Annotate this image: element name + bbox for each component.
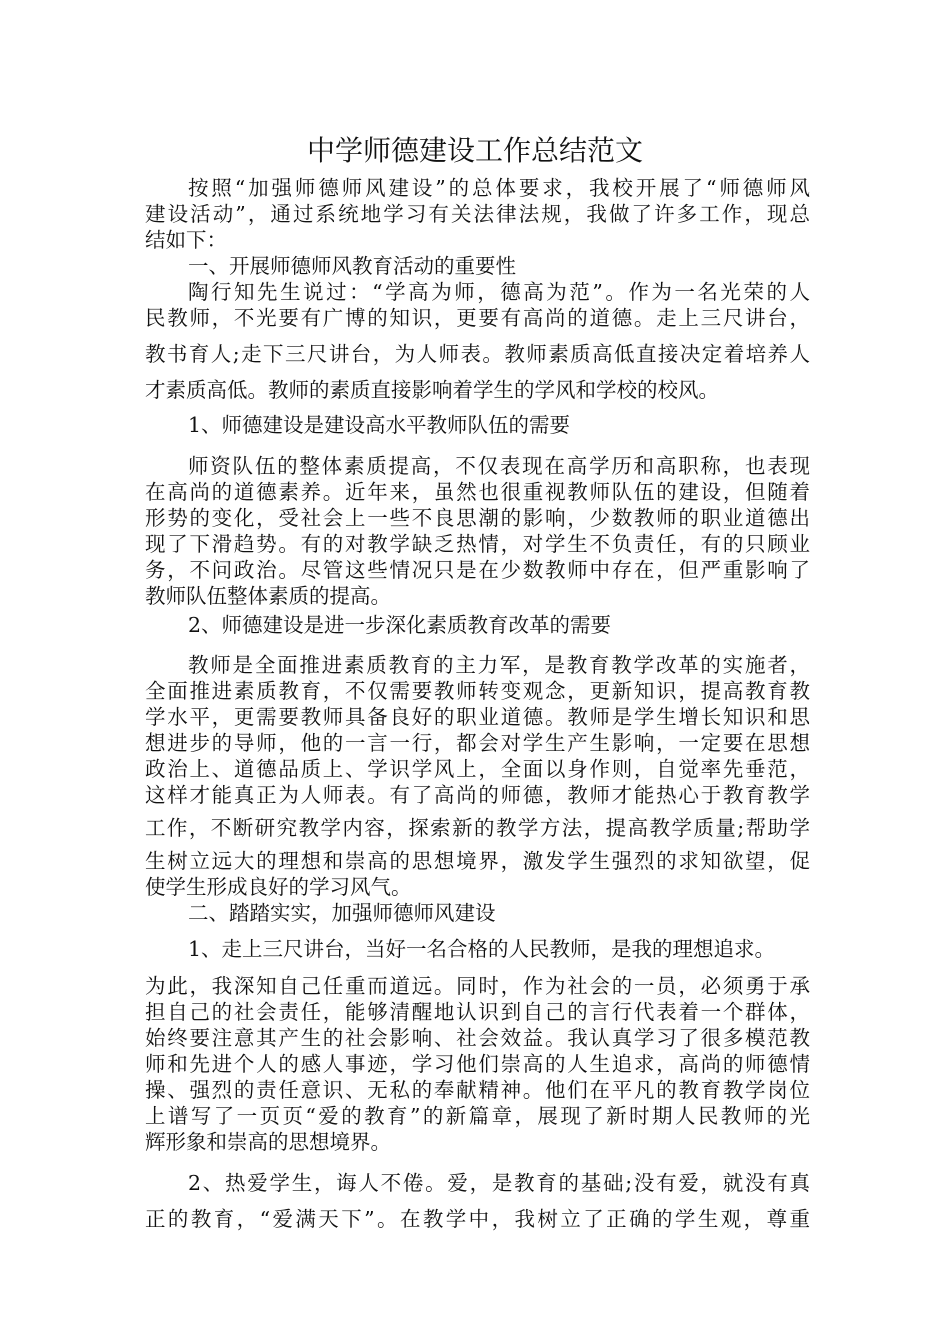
paragraph-line: 1、走上三尺讲台，当好一名合格的人民教师，是我的理想追求。	[188, 937, 776, 961]
paragraph-line: 正的教育，“爱满天下”。在教学中，我树立了正确的学生观，尊重	[145, 1207, 810, 1231]
paragraph-line: 生树立远大的理想和崇高的思想境界，激发学生强烈的求知欲望，促	[145, 849, 810, 873]
paragraph-line: 工作，不断研究教学内容，探索新的教学方法，提高教学质量;帮助学	[145, 816, 810, 840]
paragraph-line: 结如下：	[145, 228, 227, 252]
paragraph-line: 操、强烈的责任意识、无私的奉献精神。他们在平凡的教育教学岗位	[145, 1078, 810, 1102]
paragraph-line: 师资队伍的整体素质提高，不仅表现在高学历和高职称，也表现	[188, 454, 810, 478]
paragraph-line: 上谱写了一页页“爱的教育”的新篇章，展现了新时期人民教师的光	[145, 1104, 810, 1128]
document-title: 中学师德建设工作总结范文	[306, 134, 643, 167]
paragraph-line: 辉形象和崇高的思想境界。	[145, 1130, 391, 1154]
paragraph-line: 担自己的社会责任，能够清醒地认识到自己的言行代表着一个群体，	[145, 1000, 810, 1024]
paragraph-line: 教书育人;走下三尺讲台，为人师表。教师素质高低直接决定着培养人	[145, 342, 810, 366]
paragraph-line: 现了下滑趋势。有的对教学缺乏热情，对学生不负责任，有的只顾业	[145, 532, 810, 556]
paragraph-line: 师和先进个人的感人事迹，学习他们崇高的人生追求，高尚的师德情	[145, 1052, 810, 1076]
paragraph-line: 为此，我深知自己任重而道远。同时，作为社会的一员，必须勇于承	[145, 974, 810, 998]
paragraph-line: 使学生形成良好的学习风气。	[145, 875, 412, 899]
paragraph-line: 政治上、道德品质上、学识学风上，全面以身作则，自觉率先垂范，	[145, 757, 810, 781]
paragraph-line: 形势的变化，受社会上一些不良思潮的影响，少数教师的职业道德出	[145, 506, 810, 530]
paragraph-line: 民教师，不光要有广博的知识，更要有高尚的道德。走上三尺讲台，	[145, 306, 810, 330]
paragraph-line: 教师队伍整体素质的提高。	[145, 584, 391, 608]
paragraph-line: 建设活动”，通过系统地学习有关法律法规，我做了许多工作，现总	[145, 202, 810, 226]
section-heading: 一、开展师德师风教育活动的重要性	[188, 254, 516, 278]
paragraph-line: 教师是全面推进素质教育的主力军，是教育教学改革的实施者，	[188, 653, 810, 677]
paragraph-line: 想进步的导师，他的一言一行，都会对学生产生影响，一定要在思想	[145, 731, 810, 755]
paragraph-line: 才素质高低。教师的素质直接影响着学生的学风和学校的校风。	[145, 378, 719, 402]
paragraph-line: 陶行知先生说过：“学高为师，德高为范”。作为一名光荣的人	[188, 280, 810, 304]
paragraph-line: 这样才能真正为人师表。有了高尚的师德，教师才能热心于教育教学	[145, 783, 810, 807]
paragraph-line: 按照“加强师德师风建设”的总体要求，我校开展了“师德师风	[188, 176, 810, 200]
paragraph-line: 务，不问政治。尽管这些情况只是在少数教师中存在，但严重影响了	[145, 558, 810, 582]
paragraph-line: 2、热爱学生，诲人不倦。爱，是教育的基础;没有爱，就没有真	[188, 1171, 810, 1195]
subsection-heading: 1、师德建设是建设高水平教师队伍的需要	[188, 413, 571, 437]
paragraph-line: 全面推进素质教育，不仅需要教师转变观念，更新知识，提高教育教	[145, 679, 810, 703]
subsection-heading: 2、师德建设是进一步深化素质教育改革的需要	[188, 613, 612, 637]
paragraph-line: 始终要注意其产生的社会影响、社会效益。我认真学习了很多模范教	[145, 1026, 810, 1050]
section-heading: 二、踏踏实实，加强师德师风建设	[188, 901, 496, 925]
paragraph-line: 在高尚的道德素养。近年来，虽然也很重视教师队伍的建设，但随着	[145, 480, 810, 504]
paragraph-line: 学水平，更需要教师具备良好的职业道德。教师是学生增长知识和思	[145, 705, 810, 729]
